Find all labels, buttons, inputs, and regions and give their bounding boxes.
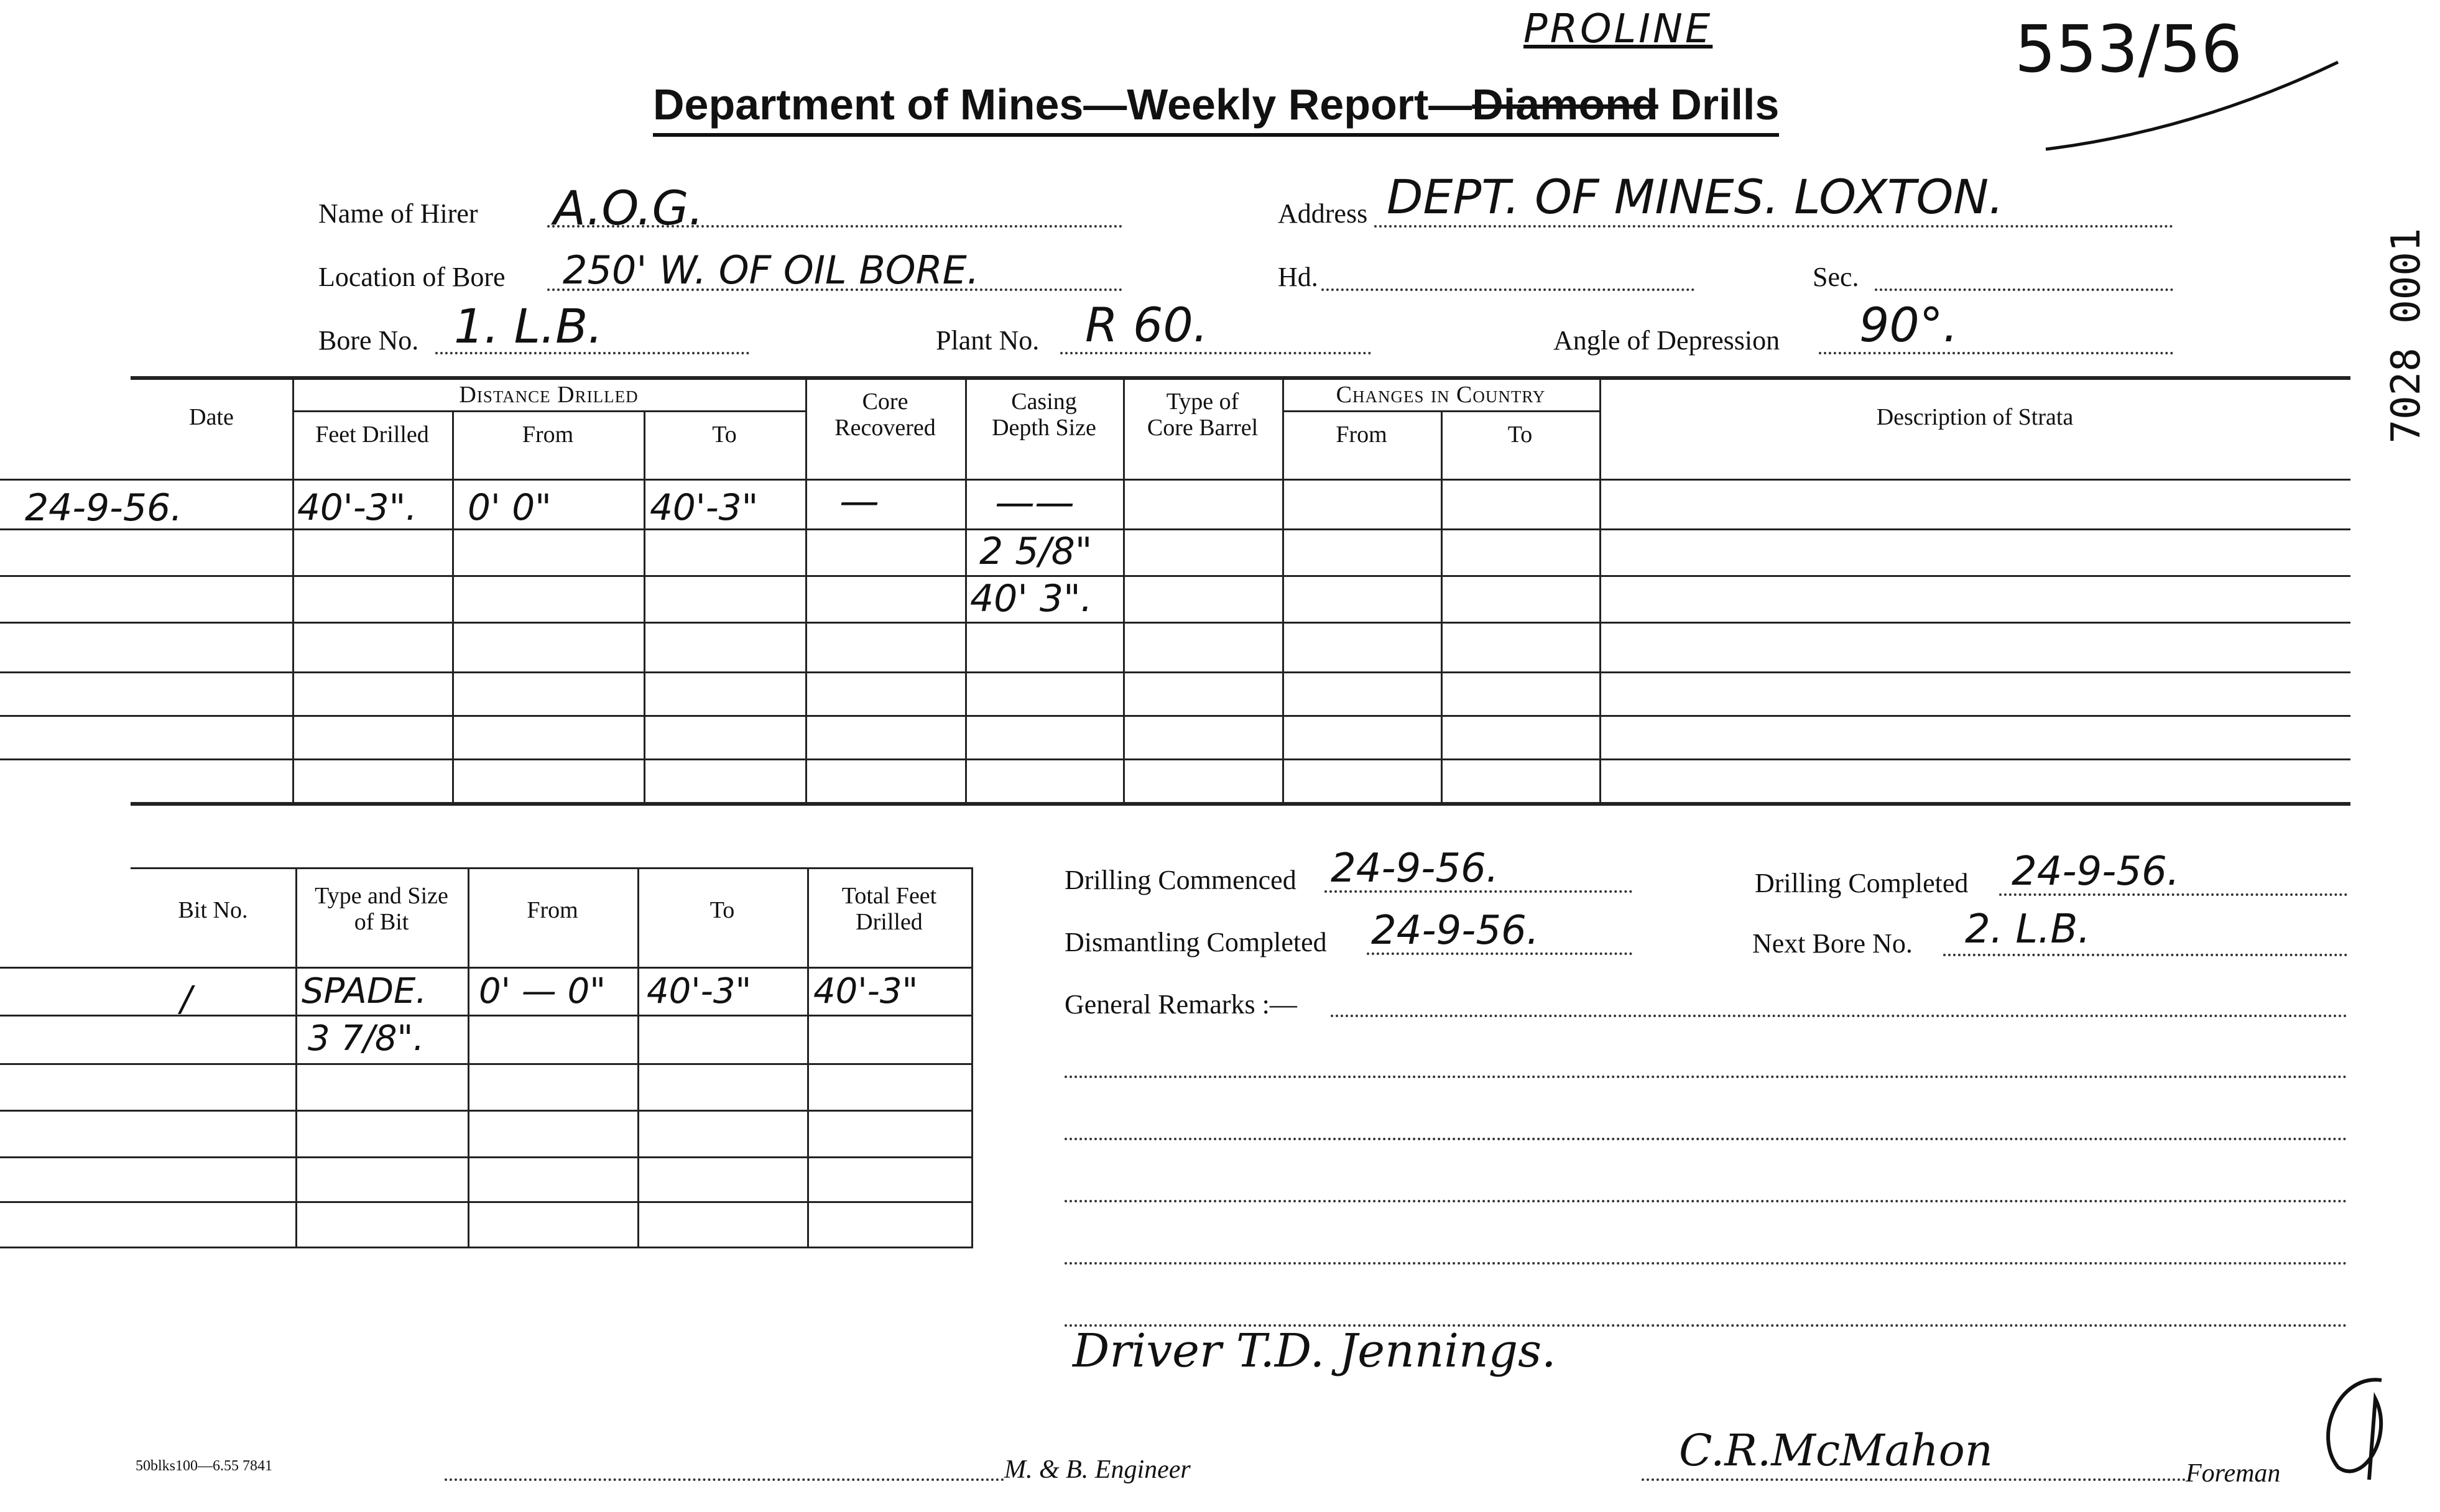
header-core-recovered: Core Recovered: [834, 389, 936, 441]
bit-row1-from: 0' — 0": [479, 971, 606, 1012]
location-label: Location of Bore: [318, 262, 506, 292]
header-type-size: Type and Size of Bit: [315, 883, 448, 935]
dismantling-completed-value: 24-9-56.: [1371, 908, 1540, 954]
casing-size: 2 5/8": [979, 530, 1093, 573]
header-bit-no: Bit No.: [178, 897, 248, 923]
row1-casing: ——: [995, 480, 1074, 526]
header-total-feet: Total Feet Drilled: [841, 883, 937, 935]
header-bit-to: To: [709, 897, 735, 923]
file-reference: 553/56: [2015, 11, 2242, 87]
hirer-value: A.O.G.: [553, 180, 704, 236]
drilling-completed-value: 24-9-56.: [2012, 849, 2180, 895]
header-from: From: [522, 422, 574, 448]
row1-date: 24-9-56.: [25, 486, 183, 530]
header-distance-drilled: Distance Drilled: [459, 382, 639, 408]
plant-no-value: R 60.: [1085, 297, 1208, 353]
row1-core-recovered: —: [839, 479, 879, 525]
drilling-completed-label: Drilling Completed: [1755, 868, 1969, 898]
header-description: Description of Strata: [1876, 404, 2074, 430]
row1-from: 0' 0": [468, 486, 552, 528]
location-value: 250' W. OF OIL BORE.: [563, 247, 979, 293]
plant-no-label: Plant No.: [936, 325, 1040, 356]
address-value: DEPT. OF MINES. LOXTON.: [1387, 169, 2004, 224]
next-bore-label: Next Bore No.: [1752, 928, 1913, 959]
bore-no-label: Bore No.: [318, 325, 419, 356]
header-core-barrel: Type of Core Barrel: [1147, 389, 1259, 441]
header-date: Date: [189, 404, 234, 430]
header-feet-drilled: Feet Drilled: [315, 422, 429, 448]
driver-signature: Driver T.D. Jennings.: [1073, 1324, 1556, 1378]
page-title: Department of Mines—Weekly Report—Diamond Drills: [653, 80, 1779, 137]
angle-label: Angle of Depression: [1553, 325, 1780, 356]
header-changes-to: To: [1507, 422, 1533, 448]
header-changes-from: From: [1336, 422, 1387, 448]
header-casing: Casing Depth Size: [992, 389, 1096, 441]
bit-row1-total: 40'-3": [813, 971, 918, 1012]
next-bore-value: 2. L.B.: [1965, 906, 2091, 952]
address-label: Address: [1278, 198, 1368, 229]
foreman-label: Foreman: [2186, 1459, 2281, 1488]
angle-value: 90°.: [1859, 297, 1958, 353]
header-bit-from: From: [527, 897, 578, 923]
side-number: 7028 0001: [2383, 228, 2429, 444]
proline-stamp: PROLINE: [1523, 6, 1713, 52]
bit-row1-size: 3 7/8".: [308, 1018, 425, 1059]
print-code: 50blks100—6.55 7841: [136, 1458, 273, 1474]
bore-no-value: 1. L.B.: [454, 298, 603, 354]
bit-row1-to: 40'-3": [647, 971, 752, 1012]
foreman-initial-mark: [2301, 1362, 2413, 1486]
sec-label: Sec.: [1813, 262, 1859, 292]
general-remarks-label: General Remarks :—: [1065, 989, 1297, 1020]
hirer-label: Name of Hirer: [318, 198, 478, 229]
casing-depth: 40' 3".: [970, 577, 1093, 620]
header-to: To: [712, 422, 737, 448]
drilling-commenced-value: 24-9-56.: [1331, 846, 1499, 892]
foreman-signature: C.R.McMahon: [1679, 1425, 1993, 1476]
header-changes-in-country: Changes in Country: [1336, 382, 1546, 408]
row1-feet-drilled: 40'-3".: [297, 486, 417, 528]
drilling-commenced-label: Drilling Commenced: [1065, 865, 1296, 895]
bit-row1-type: SPADE.: [302, 971, 427, 1012]
row1-to: 40'-3": [650, 486, 759, 528]
bit-row1-no: /: [180, 979, 192, 1020]
hd-label: Hd.: [1278, 262, 1318, 292]
engineer-label: M. & B. Engineer: [1004, 1455, 1191, 1484]
dismantling-completed-label: Dismantling Completed: [1065, 927, 1327, 957]
file-reference-underline: [2040, 50, 2350, 162]
